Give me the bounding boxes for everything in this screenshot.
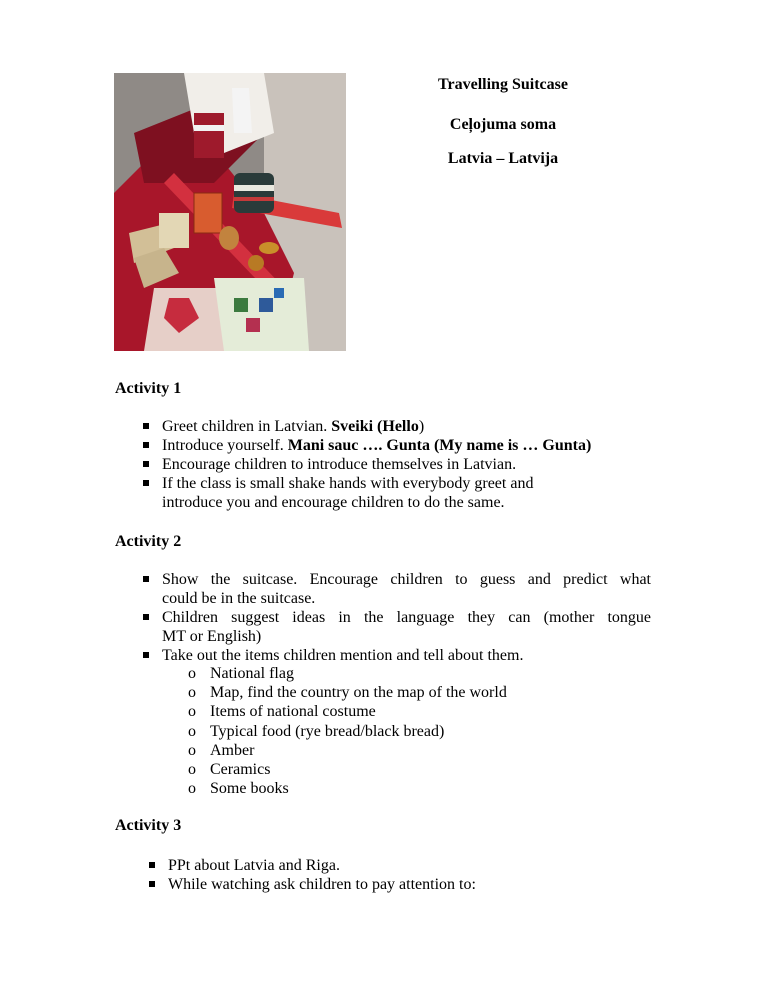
bullet-circle-icon: o	[188, 703, 196, 721]
list-item: Introduce yourself. Mani sauc …. Gunta (My name is … Gunta)	[162, 436, 642, 455]
list-item: While watching ask children to pay attention to:	[168, 875, 638, 894]
list-item: o Ceramics	[188, 761, 271, 779]
bullet-square-icon	[143, 576, 149, 582]
latvian-items-photo	[114, 73, 346, 351]
list-item: o Typical food (rye bread/black bread)	[188, 722, 445, 740]
list-item: Take out the items children mention and tell about them.	[162, 646, 651, 665]
activity-1-heading: Activity 1	[115, 380, 182, 397]
list-item: Show the suitcase. Encourage children to guess and predict what could be in the suitcase.	[162, 570, 651, 608]
list-item: Encourage children to introduce themselves in Latvian.	[162, 455, 642, 474]
list-item: If the class is small shake hands with everybody greet and introduce you and encourage children to do the same.	[162, 474, 642, 512]
document-title: Travelling Suitcase	[438, 76, 568, 93]
list-item: o National flag	[188, 665, 294, 682]
activity-1-list	[162, 417, 642, 512]
bullet-square-icon	[143, 652, 149, 658]
list-item: o Map, find the country on the map of the world	[188, 684, 507, 702]
document-subtitle-country: Latvia – Latvija	[447, 150, 559, 167]
bullet-square-icon	[143, 480, 149, 486]
activity-3-heading: Activity 3	[115, 817, 182, 834]
bullet-square-icon	[143, 442, 149, 448]
bullet-square-icon	[143, 614, 149, 620]
activity-3-list	[168, 856, 638, 894]
bullet-circle-icon: o	[188, 761, 196, 779]
activity-2-heading: Activity 2	[115, 533, 182, 550]
bullet-circle-icon: o	[188, 665, 196, 682]
bullet-circle-icon: o	[188, 780, 196, 798]
list-item: PPt about Latvia and Riga.	[168, 856, 638, 875]
document-subtitle-latvian: Ceļojuma soma	[449, 116, 557, 133]
bullet-square-icon	[149, 862, 155, 868]
bullet-square-icon	[143, 423, 149, 429]
activity-2-sublist	[188, 664, 507, 798]
list-item: o Items of national costume	[188, 703, 376, 721]
bullet-circle-icon: o	[188, 722, 196, 740]
activity-2-list	[162, 570, 651, 665]
bullet-square-icon	[143, 461, 149, 467]
list-item: o Some books	[188, 780, 289, 798]
list-item: Greet children in Latvian. Sveiki (Hello)	[162, 417, 642, 436]
list-item: Children suggest ideas in the language they can (mother tongue MT or English)	[162, 608, 651, 646]
bullet-circle-icon: o	[188, 741, 196, 759]
bullet-circle-icon: o	[188, 684, 196, 702]
list-item: o Amber	[188, 741, 255, 759]
bullet-square-icon	[149, 881, 155, 887]
